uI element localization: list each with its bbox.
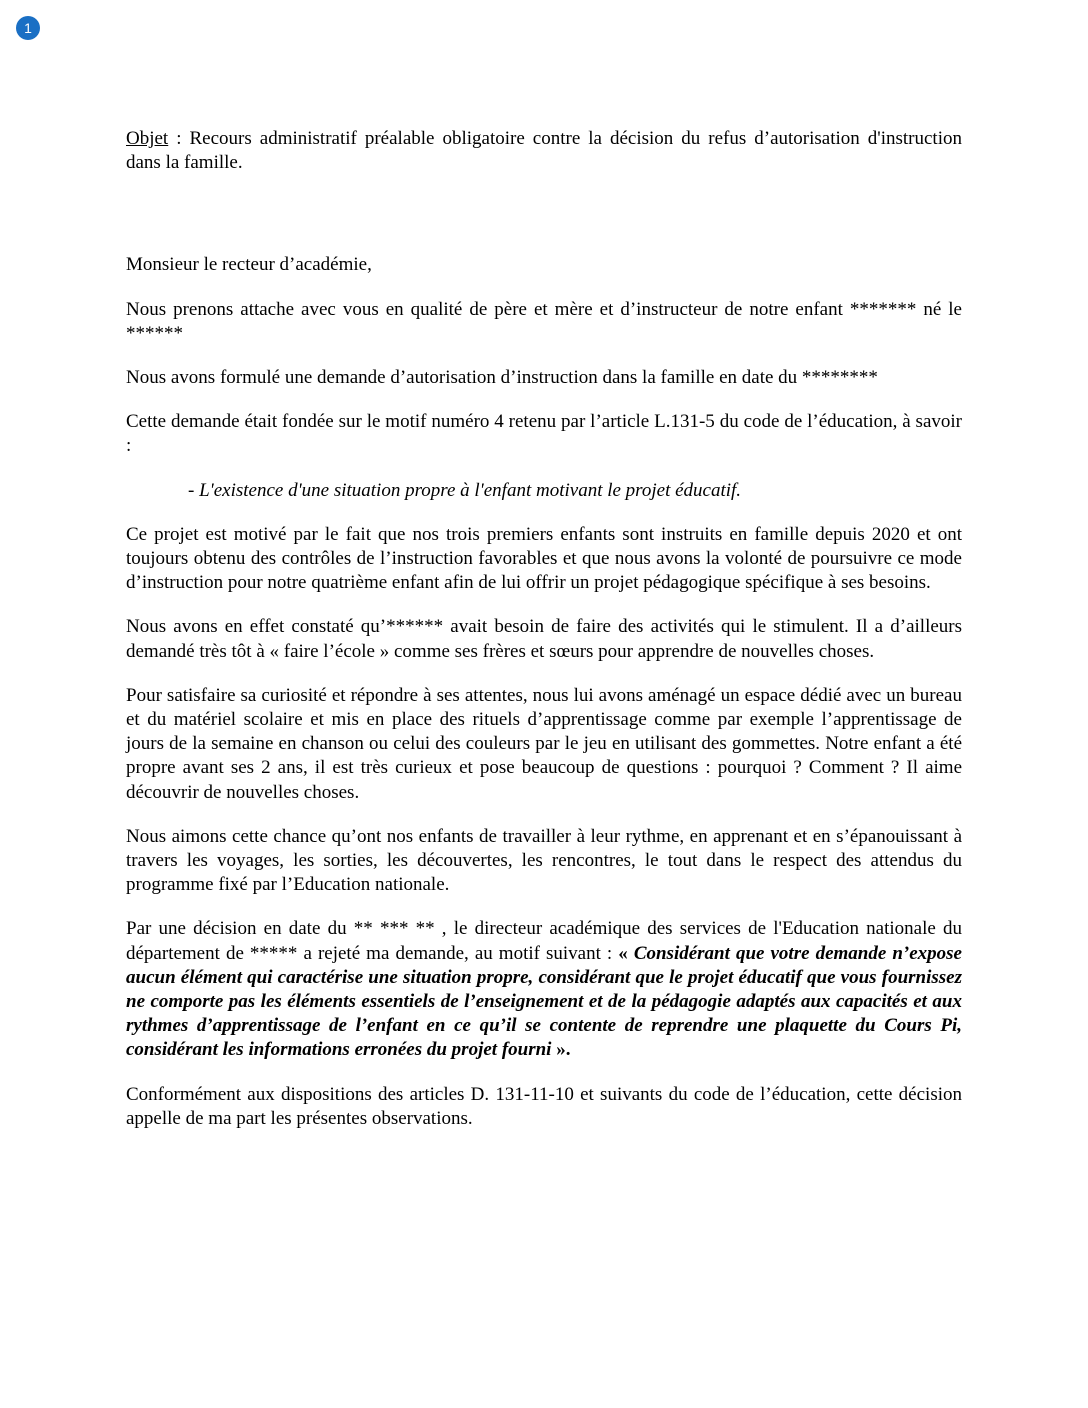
bullet-dash: - bbox=[188, 479, 200, 501]
paragraph-curiosity: Pour satisfaire sa curiosité et répondre à ses attentes, nous lui avons aménagé un espace dédié avec un bureau et du matériel scolaire et mis en place des rituels d’apprentissage comme par exemple l’apprentissage de jours de la semaine en chanson ou celui des couleurs par le jeu en utilisant des gommettes. Notre enfant a été propre avant ses 2 ans, il est très curieux et pose beaucoup de questions : pourquoi ? Comment ? Il aime découvrir de nouvelles choses. bbox=[126, 684, 962, 803]
letter-body bbox=[126, 127, 962, 1151]
decision-close-quote: ». bbox=[551, 1039, 571, 1061]
paragraph-observation: Nous avons en effet constaté qu’****** avait besoin de faire des activités qui le stimulent. Il a d’ailleurs demandé très tôt à « faire l’école » comme ses frères et sœurs pour apprendre de nouvelles choses. bbox=[126, 616, 962, 662]
paragraph-introduction: Nous prenons attache avec vous en qualité de père et mère et d’instructeur de notre enfant ******* né le ****** bbox=[126, 298, 962, 344]
page-number-badge: 1 bbox=[16, 16, 40, 40]
objet-line bbox=[126, 127, 962, 175]
decision-intro: Par une décision en date du ** *** ** , le directeur académique des services de l'Education nationale du département de ***** a rejeté ma demande, au motif suivant : bbox=[126, 918, 962, 964]
paragraph-motive: Cette demande était fondée sur le motif numéro 4 retenu par l’article L.131-5 du code de l’éducation, à savoir : bbox=[126, 411, 962, 457]
decision-open-quote: « bbox=[618, 942, 634, 964]
salutation: Monsieur le recteur d’académie, bbox=[126, 254, 372, 276]
motive-bullet bbox=[126, 479, 962, 503]
bullet-text: L'existence d'une situation propre à l'enfant motivant le projet éducatif. bbox=[199, 479, 742, 501]
paragraph-request: Nous avons formulé une demande d’autorisation d’instruction dans la famille en date du ******** bbox=[126, 367, 878, 389]
objet-text: : Recours administratif préalable obligatoire contre la décision du refus d’autorisation d'instruction dans la famille. bbox=[126, 128, 962, 174]
decision-quote: Considérant que votre demande n’expose aucun élément qui caractérise une situation propre, considérant que le projet éducatif que vous fournissez ne comporte pas les éléments essentiels de l’enseignement et de la pédagogie adaptés aux capacités et aux rythmes d’apprentissage de l’enfant en ce qu’il se contente de reprendre une plaquette du Cours Pi, considérant les informations erronées du projet fourni bbox=[126, 942, 962, 1061]
paragraph-decision bbox=[126, 917, 962, 1062]
paragraph-conclusion: Conformément aux dispositions des articles D. 131-11-10 et suivants du code de l’éducation, cette décision appelle de ma part les présentes observations. bbox=[126, 1083, 962, 1129]
paragraph-project: Ce projet est motivé par le fait que nos trois premiers enfants sont instruits en famille depuis 2020 et ont toujours obtenu des contrôles de l’instruction favorables et que nous avons la volonté de poursuivre ce mode d’instruction pour notre quatrième enfant afin de lui offrir un projet pédagogique spécifique à ses besoins. bbox=[126, 523, 962, 594]
paragraph-rhythm: Nous aimons cette chance qu’ont nos enfants de travailler à leur rythme, en apprenant et en s’épanouissant à travers les voyages, les sorties, les découvertes, les rencontres, le tout dans le respect des attendus du programme fixé par l’Education nationale. bbox=[126, 825, 962, 896]
objet-label: Objet bbox=[126, 128, 169, 149]
spacer bbox=[126, 195, 962, 253]
